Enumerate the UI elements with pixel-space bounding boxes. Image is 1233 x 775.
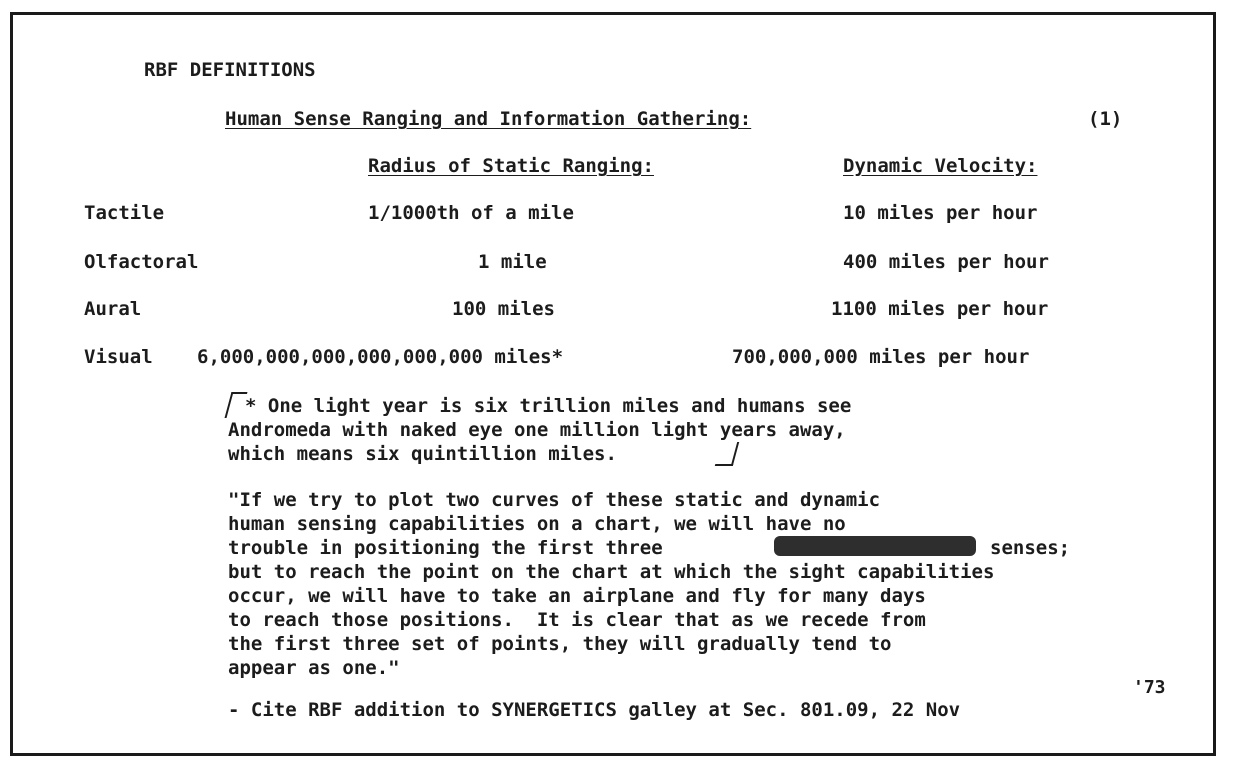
redaction-mark xyxy=(774,536,976,556)
quote-line-5: occur, we will have to take an airplane and fly for many days xyxy=(228,585,926,607)
column-header-dynamic: Dynamic Velocity: xyxy=(843,155,1038,177)
page-marker: (1) xyxy=(1088,108,1123,130)
row-dynamic-visual: 700,000,000 miles per hour xyxy=(732,346,1030,368)
row-sense-olfactoral: Olfactoral xyxy=(84,251,199,273)
row-static-olfactoral: 1 mile xyxy=(478,251,547,273)
row-dynamic-olfactoral: 400 miles per hour xyxy=(843,251,1049,273)
row-static-tactile: 1/1000th of a mile xyxy=(368,202,574,224)
quote-line-8: appear as one." xyxy=(228,657,400,679)
column-header-static: Radius of Static Ranging: xyxy=(368,155,654,177)
row-sense-visual: Visual xyxy=(84,346,153,368)
quote-line-3a: trouble in positioning the first three xyxy=(228,537,663,559)
row-static-visual: 6,000,000,000,000,000,000 miles* xyxy=(197,346,564,368)
row-sense-tactile: Tactile xyxy=(84,202,165,224)
quote-line-4: but to reach the point on the chart at which the sight capabilities xyxy=(228,561,995,583)
footnote-line-3: which means six quintillion miles. xyxy=(228,443,617,465)
quote-line-1: "If we try to plot two curves of these static and dynamic xyxy=(228,489,881,511)
quote-line-6: to reach those positions. It is clear that as we recede from xyxy=(228,609,926,631)
row-static-aural: 100 miles xyxy=(452,298,555,320)
row-dynamic-tactile: 10 miles per hour xyxy=(843,202,1038,224)
citation-year: '73 xyxy=(1133,677,1166,698)
quote-line-7: the first three set of points, they will gradually tend to xyxy=(228,633,892,655)
document-title: RBF DEFINITIONS xyxy=(144,59,316,81)
section-subtitle: Human Sense Ranging and Information Gathering: xyxy=(225,108,752,130)
footnote-line-2: Andromeda with naked eye one million light years away, xyxy=(228,419,846,441)
quote-line-3b: senses; xyxy=(990,537,1071,559)
citation-text: - Cite RBF addition to SYNERGETICS galley at Sec. 801.09, 22 Nov xyxy=(228,699,961,721)
row-dynamic-aural: 1100 miles per hour xyxy=(831,298,1049,320)
row-sense-aural: Aural xyxy=(84,298,142,320)
quote-line-2: human sensing capabilities on a chart, we will have no xyxy=(228,513,846,535)
footnote-line-1: * One light year is six trillion miles and humans see xyxy=(245,395,852,417)
